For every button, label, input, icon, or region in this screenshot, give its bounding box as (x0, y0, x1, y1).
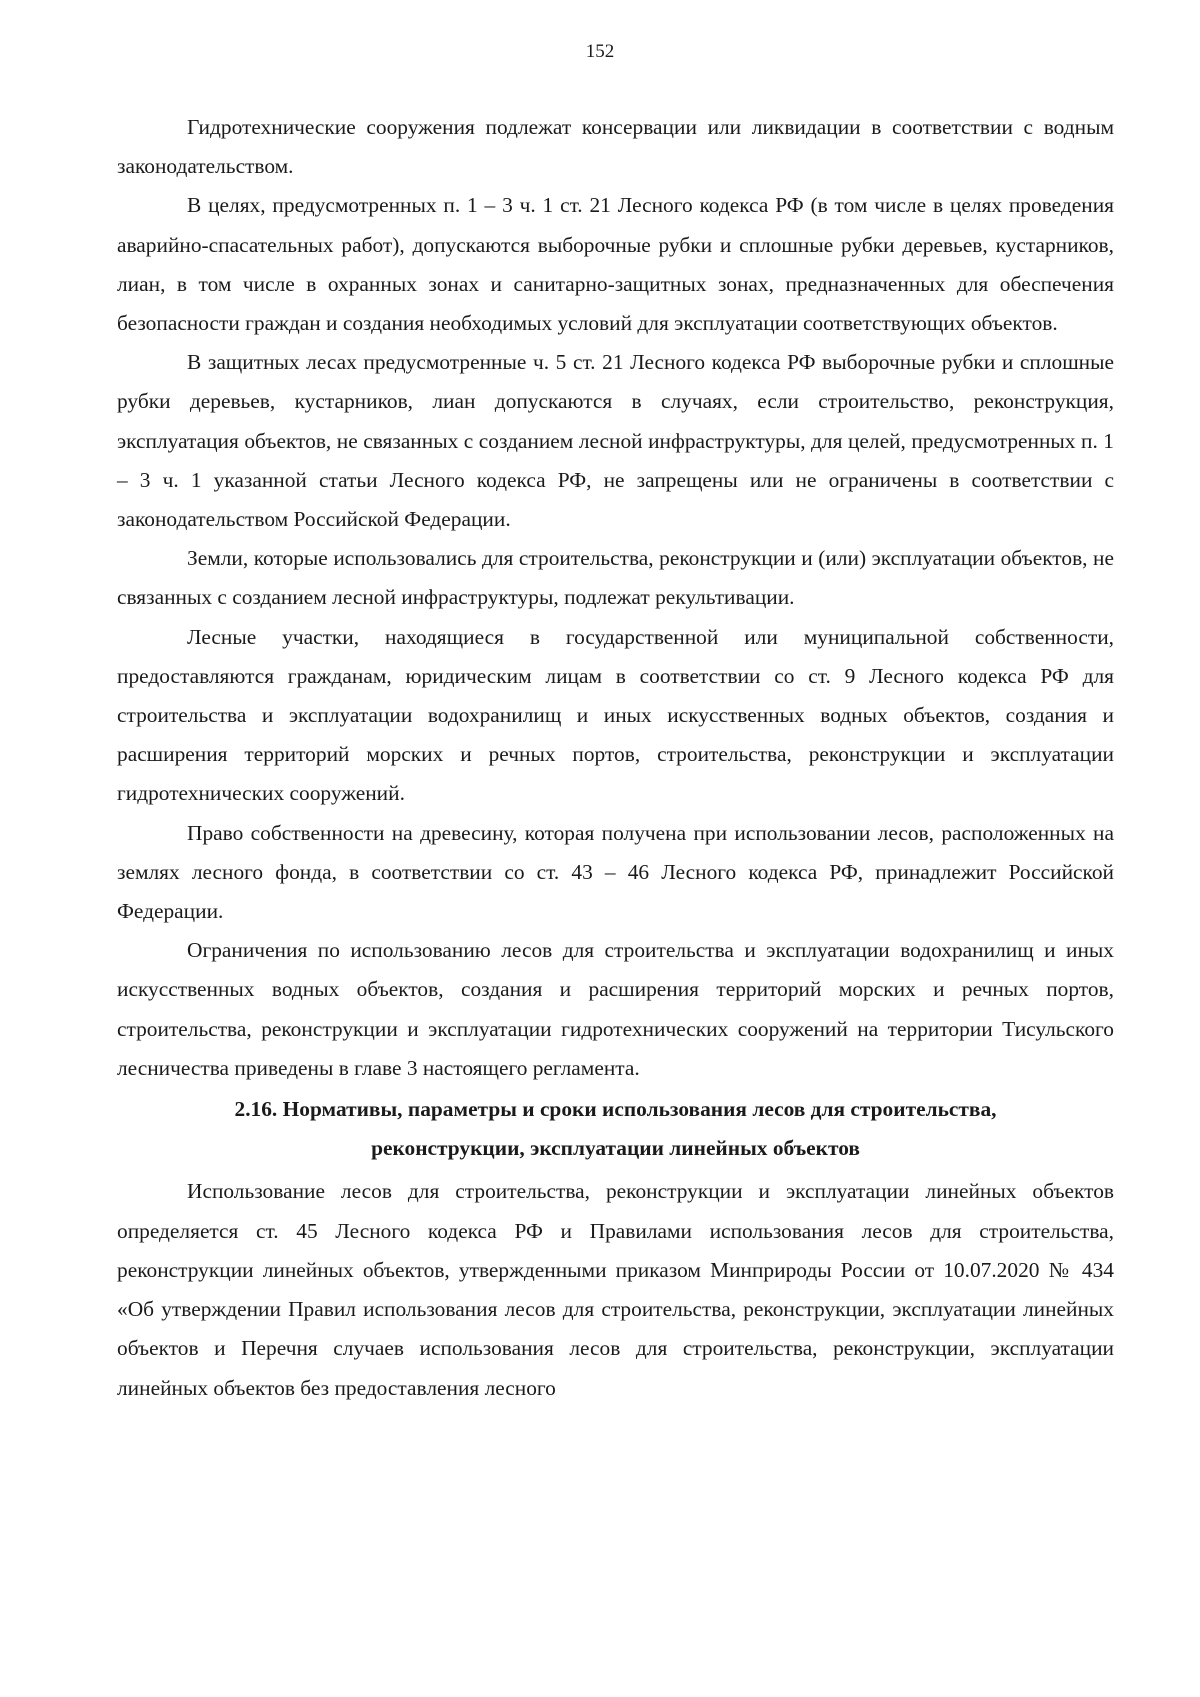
paragraph: В защитных лесах предусмотренные ч. 5 ст. 21 Лесного кодекса РФ выборочные рубки и сплошные рубки деревьев, кустарников, лиан допускаются в случаях, если строительство, реконструкция, эксплуатация объектов, не связанных с созданием лесной инфраструктуры, для целей, предусмотренных п. 1 – 3 ч. 1 указанной статьи Лесного кодекса РФ, не запрещены или не ограничены в соответствии с законодательством Российской Федерации. (117, 350, 1114, 532)
paragraph: Гидротехнические сооружения подлежат консервации или ликвидации в соответствии с водным законодательством. (117, 115, 1114, 179)
paragraph: Ограничения по использованию лесов для строительства и эксплуатации водохранилищ и иных искусственных водных объектов, создания и расширения территорий морских и речных портов, строительства, реконструкции и эксплуатации гидротехнических сооружений на территории Тисульского лесничества приведены в главе 3 настоящего регламента. (117, 938, 1114, 1080)
section-heading: 2.16. Нормативы, параметры и сроки использования лесов для строительства, реконструкции, эксплуатации линейных объектов (234, 1097, 997, 1161)
document-body (117, 108, 1114, 1408)
page-number: 152 (585, 41, 615, 62)
paragraph: В целях, предусмотренных п. 1 – 3 ч. 1 ст. 21 Лесного кодекса РФ (в том числе в целях проведения аварийно-спасательных работ), допускаются выборочные рубки и сплошные рубки деревьев, кустарников, лиан, в том числе в охранных зонах и санитарно-защитных зонах, предназначенных для обеспечения безопасности граждан и создания необходимых условий для эксплуатации соответствующих объектов. (117, 193, 1114, 336)
paragraph: Земли, которые использовались для строительства, реконструкции и (или) эксплуатации объектов, не связанных с созданием лесной инфраструктуры, подлежат рекультивации. (117, 546, 1114, 610)
paragraph: Лесные участки, находящиеся в государственной или муниципальной собственности, предоставляются гражданам, юридическим лицам в соответствии со ст. 9 Лесного кодекса РФ для строительства и эксплуатации водохранилищ и иных искусственных водных объектов, создания и расширения территорий морских и речных портов, строительства, реконструкции и эксплуатации гидротехнических сооружений. (117, 624, 1114, 806)
paragraph: Право собственности на древесину, которая получена при использовании лесов, расположенных на землях лесного фонда, в соответствии со ст. 43 – 46 Лесного кодекса РФ, принадлежит Российской Федерации. (117, 820, 1114, 924)
section-paragraph: Использование лесов для строительства, реконструкции и эксплуатации линейных объектов определяется ст. 45 Лесного кодекса РФ и Правилами использования лесов для строительства, реконструкции линейных объектов, утвержденными приказом Минприроды России от 10.07.2020 № 434 «Об утверждении Правил использования лесов для строительства, реконструкции, эксплуатации линейных объектов и Перечня случаев использования лесов для строительства, реконструкции, эксплуатации линейных объектов без предоставления лесного (117, 1179, 1114, 1400)
